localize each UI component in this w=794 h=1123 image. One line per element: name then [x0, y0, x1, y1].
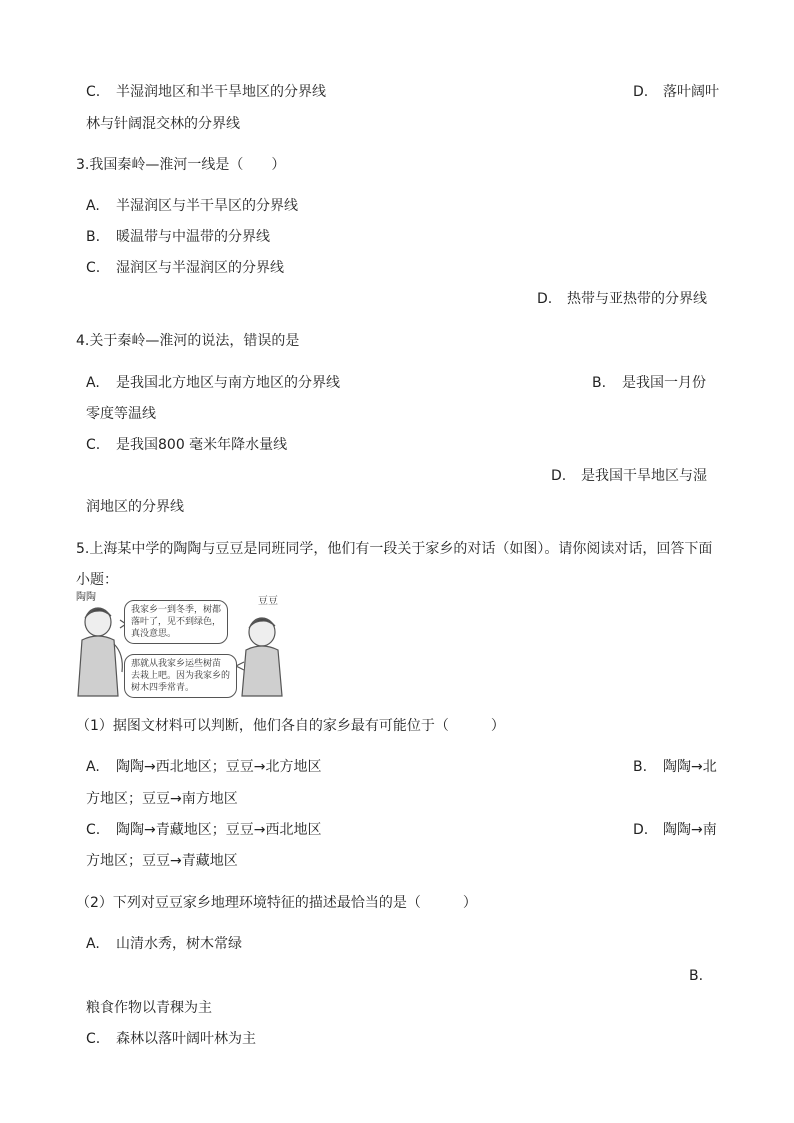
q3-option-c: C. 湿润区与半湿润区的分界线	[86, 260, 284, 276]
sub1-option-a: A. 陶陶→西北地区；豆豆→北方地区	[86, 759, 322, 775]
q4-option-a: A. 是我国北方地区与南方地区的分界线	[86, 375, 340, 391]
sub2-option-c: C. 森林以落叶阔叶林为主	[86, 1031, 256, 1047]
q4-option-d-continued: 润地区的分界线	[86, 499, 184, 515]
option-c: C. 半湿润地区和半干旱地区的分界线	[86, 84, 326, 100]
q4-option-b: B. 是我国一月份	[592, 375, 706, 391]
right-student-figure	[242, 618, 282, 696]
left-student-name: 陶陶	[76, 592, 96, 603]
sub2-option-b-text: 粮食作物以青稞为主	[86, 1000, 212, 1016]
speech-bubble-right: 那就从我家乡运些树苗 去栽上吧。因为我家乡的 树木四季常青。	[124, 654, 237, 698]
q3-option-a: A. 半湿润区与半干旱区的分界线	[86, 198, 298, 214]
subquestion-1-stem: （1）据图文材料可以判断，他们各自的家乡最有可能位于（ ）	[76, 718, 505, 734]
q3-option-d: D. 热带与亚热带的分界线	[537, 291, 707, 307]
sub2-option-a: A. 山清水秀，树木常绿	[86, 936, 242, 952]
q4-option-d: D. 是我国干旱地区与湿	[551, 468, 707, 484]
q4-option-b-continued: 零度等温线	[86, 406, 156, 422]
sub1-option-d: D. 陶陶→南	[633, 822, 717, 838]
right-student-name: 豆豆	[258, 596, 278, 607]
sub1-option-b-continued: 方地区；豆豆→南方地区	[86, 791, 238, 807]
question-4-stem: 4.关于秦岭—淮河的说法，错误的是	[76, 333, 300, 349]
q4-option-c: C. 是我国800 毫米年降水量线	[86, 437, 288, 453]
speech-bubble-left: 我家乡一到冬季，树都 落叶了，见不到绿色， 真没意思。	[124, 600, 228, 644]
question-5-stem-line2: 小题：	[76, 572, 118, 588]
subquestion-2-stem: （2）下列对豆豆家乡地理环境特征的描述最恰当的是（ ）	[76, 895, 477, 911]
sub2-option-b-label: B.	[689, 968, 704, 984]
option-d: D. 落叶阔叶	[633, 84, 719, 100]
question-3-stem: 3.我国秦岭—淮河一线是（ ）	[76, 157, 286, 173]
question-5-stem-line1: 5.上海某中学的陶陶与豆豆是同班同学，他们有一段关于家乡的对话（如图）。请你阅读对话，回答下面	[76, 541, 713, 557]
q3-option-b: B. 暖温带与中温带的分界线	[86, 229, 270, 245]
left-student-figure	[78, 608, 122, 696]
sub1-option-d-continued: 方地区；豆豆→青藏地区	[86, 853, 238, 869]
dialogue-illustration	[76, 592, 286, 702]
sub1-option-b: B. 陶陶→北	[633, 759, 717, 775]
option-d-continued: 林与针阔混交林的分界线	[86, 116, 240, 132]
sub1-option-c: C. 陶陶→青藏地区；豆豆→西北地区	[86, 822, 322, 838]
